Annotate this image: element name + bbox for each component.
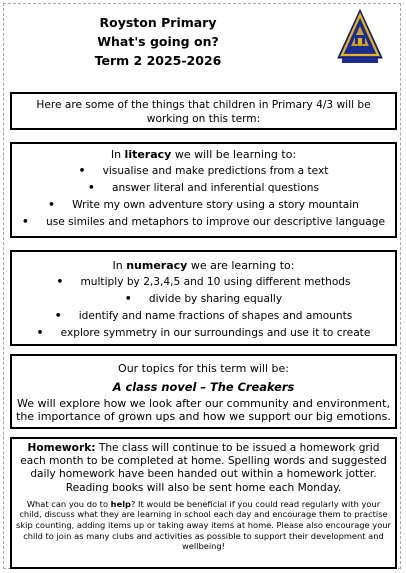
page-title bbox=[58, 13, 258, 70]
list-item: • visualise and make predictions from a text bbox=[16, 163, 391, 180]
list-item: • answer literal and inferential questions bbox=[16, 180, 391, 197]
list-item: • identify and name fractions of shapes and amounts bbox=[16, 308, 391, 325]
bullet-icon: • bbox=[36, 327, 44, 339]
numeracy-heading: In numeracy we are learning to: bbox=[112, 259, 295, 272]
numeracy-section bbox=[10, 250, 397, 346]
bullet-icon: • bbox=[48, 199, 55, 211]
bullet-icon: • bbox=[56, 276, 64, 288]
topics-heading: Our topics for this term will be: bbox=[118, 362, 289, 375]
help-keyword: help bbox=[110, 498, 131, 509]
numeracy-list bbox=[16, 274, 391, 342]
bullet-icon: • bbox=[78, 165, 86, 177]
homework-section bbox=[10, 437, 397, 569]
help-text: What can you do to help? It would be beneficial if you could read regularly with your child, discuss what they are learning in school each day and encourage them to practise skip counting, adding items up or taking away items at home. Please also encourage your child to join as many clubs and activities as possible to support their development and wellbeing! bbox=[16, 498, 391, 552]
intro-text: Here are some of the things that children in Primary 4/3 will be working on this term: bbox=[36, 99, 371, 125]
homework-text: Homework: The class will continue to be issued a homework grid each month to be completed at home. Spelling words and suggested daily homework have been handed out within a homework jotter. Reading books will also be sent home each Monday. bbox=[20, 442, 387, 494]
literacy-keyword: literacy bbox=[124, 148, 172, 161]
school-crest-icon bbox=[336, 8, 384, 66]
bullet-icon: • bbox=[54, 310, 62, 322]
numeracy-keyword: numeracy bbox=[126, 259, 188, 272]
bullet-icon: • bbox=[124, 293, 132, 305]
literacy-heading: In literacy we will be learning to: bbox=[110, 148, 297, 161]
list-item: • use similes and metaphors to improve our descriptive language bbox=[16, 214, 391, 231]
homework-label: Homework: bbox=[27, 442, 96, 454]
intro-box bbox=[10, 92, 397, 130]
bullet-icon: • bbox=[22, 216, 29, 228]
list-item: • Write my own adventure story using a story mountain bbox=[16, 197, 391, 214]
literacy-section bbox=[10, 142, 397, 238]
topics-section bbox=[10, 354, 397, 429]
bullet-icon: • bbox=[87, 182, 95, 194]
school-name: Royston Primary bbox=[99, 15, 217, 30]
class-novel-title: A class novel – The Creakers bbox=[112, 380, 295, 394]
term-label: Term 2 2025-2026 bbox=[94, 53, 222, 68]
topics-description: We will explore how we look after our community and environment, the importance of grown ups and how we support our big emotions. bbox=[16, 397, 391, 423]
list-item: • multiply by 2,3,4,5 and 10 using different methods bbox=[16, 274, 391, 291]
newsletter-heading: What's going on? bbox=[97, 34, 219, 49]
list-item: • explore symmetry in our surroundings and use it to create bbox=[16, 325, 391, 342]
literacy-list bbox=[16, 163, 391, 231]
list-item: • divide by sharing equally bbox=[16, 291, 391, 308]
